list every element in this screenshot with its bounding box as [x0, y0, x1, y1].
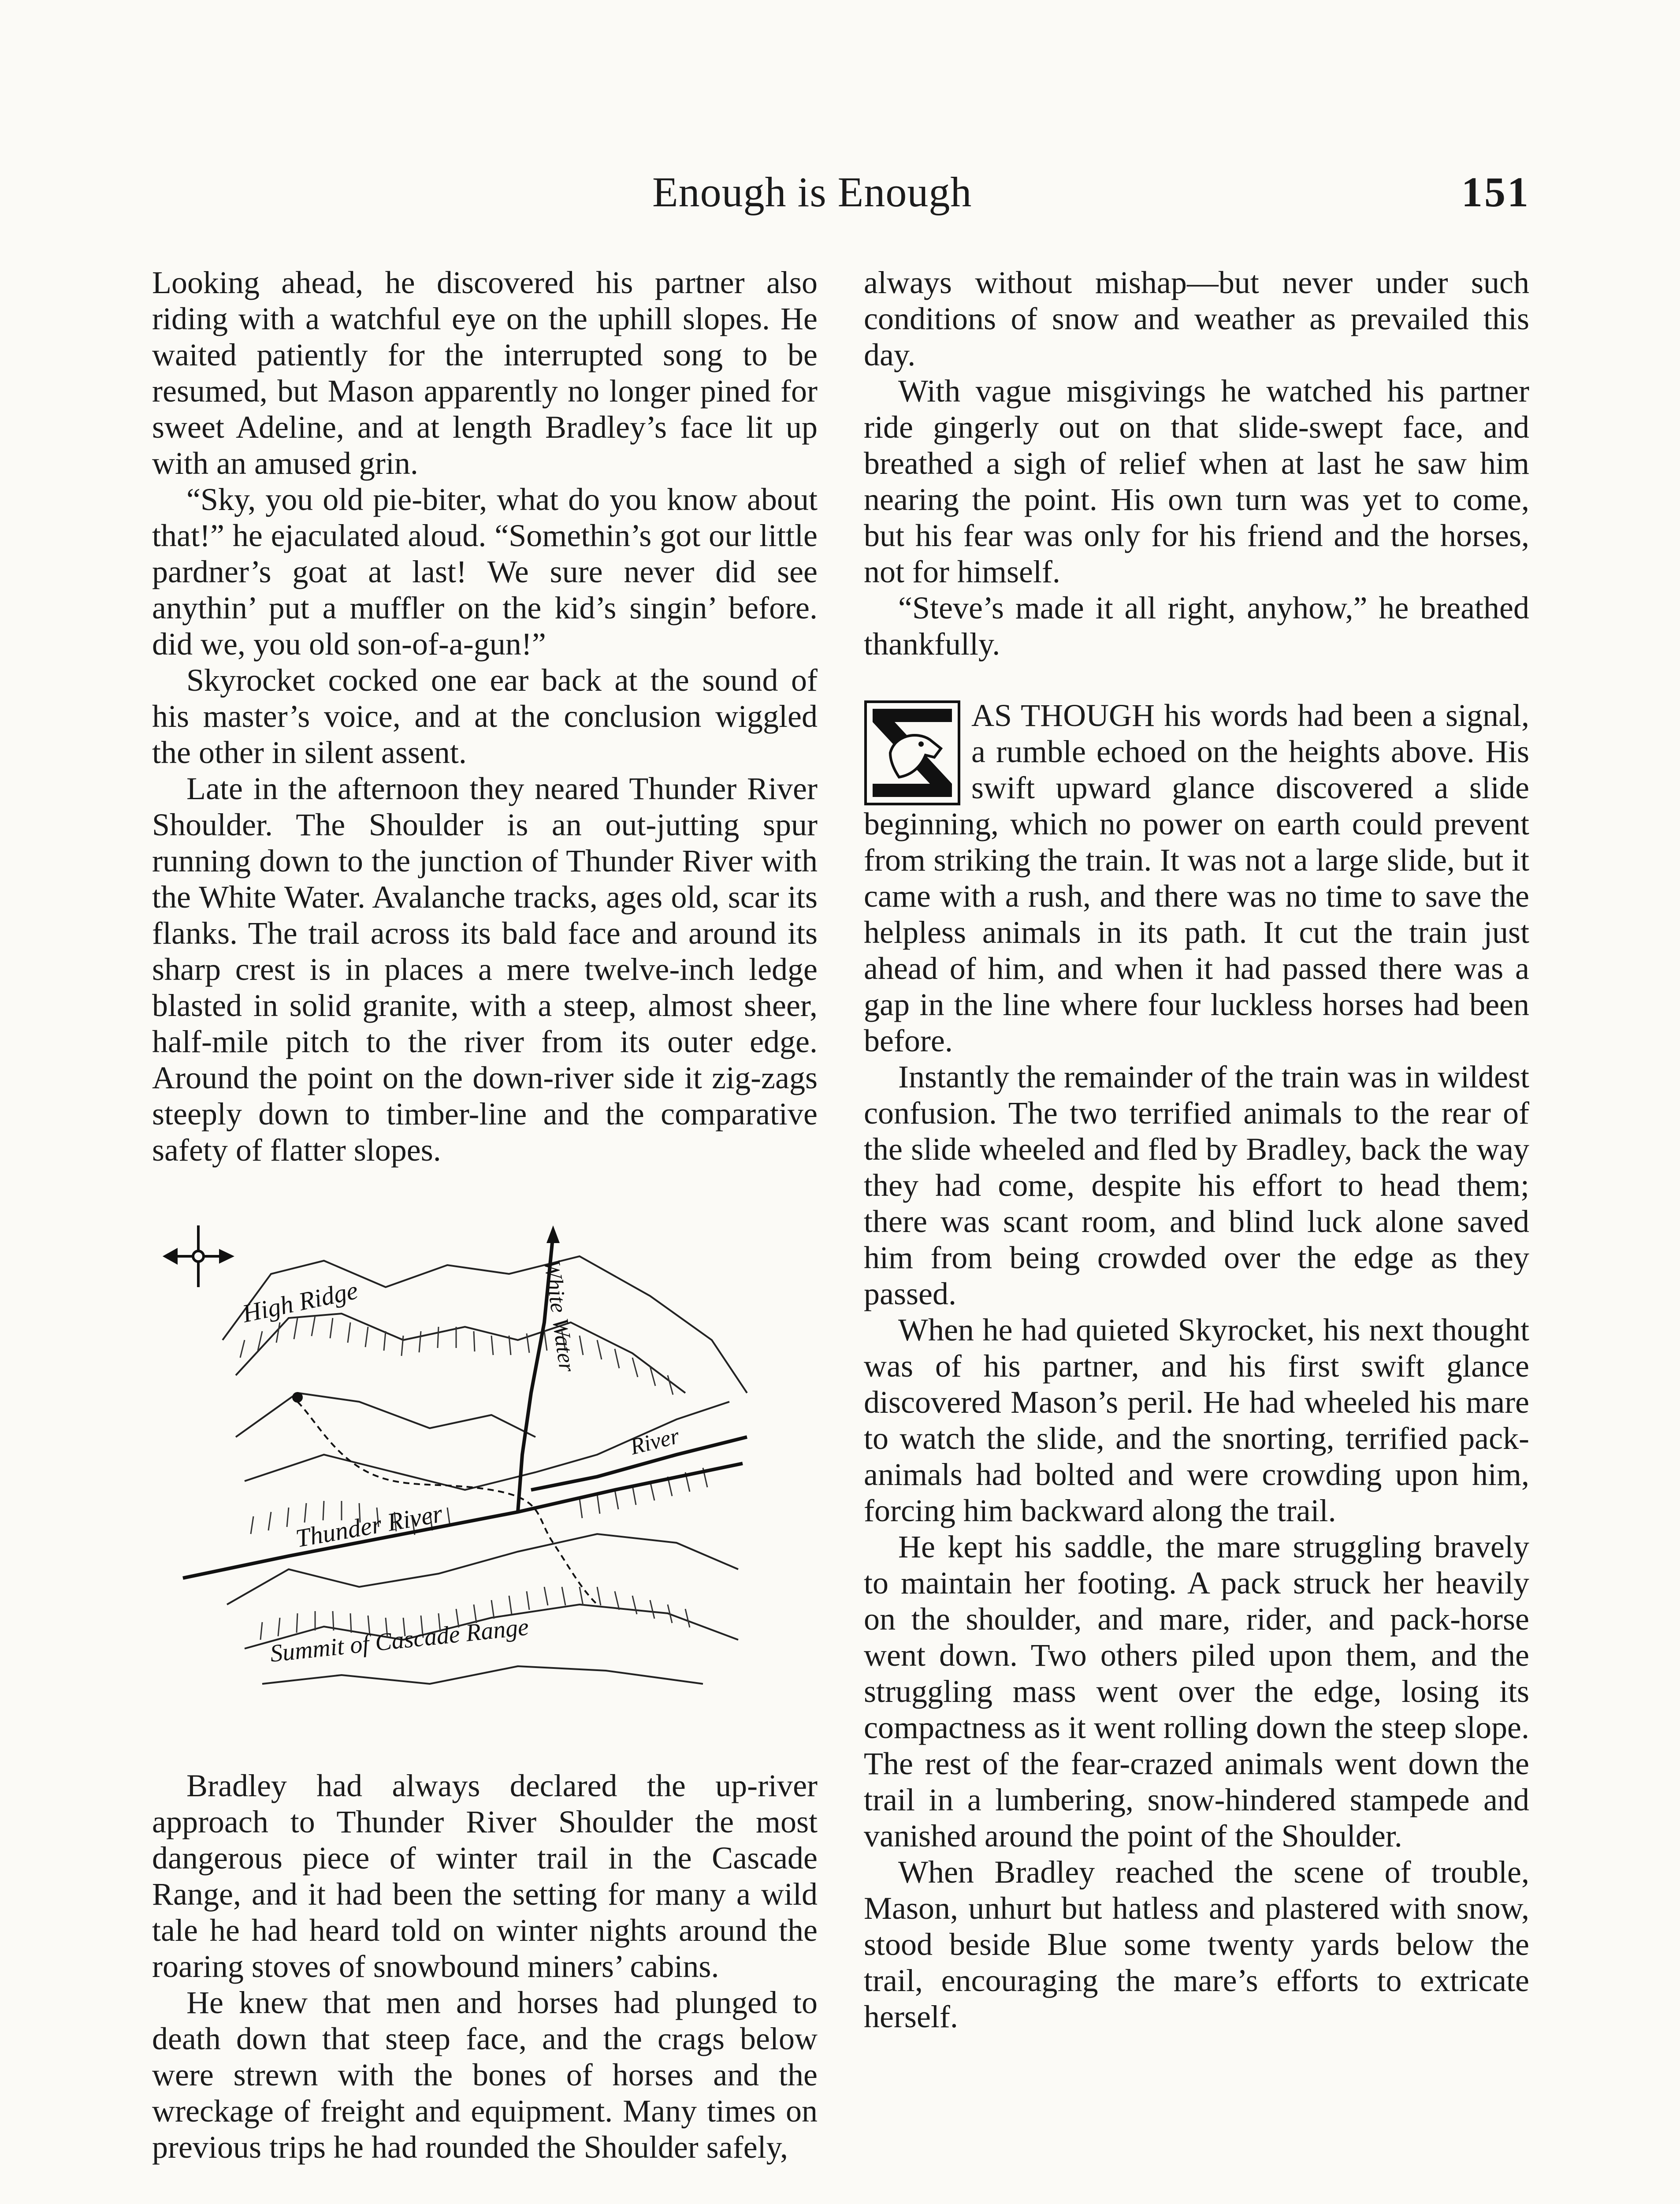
- paragraph: He kept his saddle, the mare struggling bravely to maintain her footing. A pack struck her heavily on the shoulder, and mare, rider, and pack-horse went down. Two others piled upon them, and the struggling mass went over the edge, losing its compactness as it went rolling down the steep slope. The rest of the fear-crazed animals went down the trail in a lumbering, snow-hindered stampede and vanished around the point of the Shoulder.: [864, 1529, 1529, 1854]
- paragraph: “Sky, you old pie-biter, what do you know about that!” he ejaculated aloud. “Somethin’s got our little pardner’s goat at last! We sure never did see anythin’ put a muffler on the kid’s singin’ before. did we, you old son-of-a-gun!”: [152, 482, 818, 662]
- compass-icon: [165, 1225, 231, 1287]
- dropcap-paragraph-text: AS THOUGH his words had been a signal, a rumble echoed on the heights above. His swift upward glance discovered a slide beginning, which no power on earth could prevent from striking the train. It was not a large slide, but it came with a rush, and there was no time to save the helpless animals in its path. It cut the train just ahead of him, and when it had passed there was a gap in the line where four luckless horses had been before.: [864, 698, 1529, 1058]
- horse-head-dropcap-icon: [864, 700, 961, 806]
- paragraph: When Bradley reached the scene of trouble, Mason, unhurt but hatless and plastered with snow, stood beside Blue some twenty yards below the trail, encouraging the mare’s efforts to extricate herself.: [864, 1854, 1529, 2034]
- paragraph: Late in the afternoon they neared Thunder River Shoulder. The Shoulder is an out-jutting spur running down to the junction of Thunder River with the White Water. Avalanche tracks, ages old, scar its flanks. The trail across its bald face and around its sharp crest is in places a mere twelve-inch ledge blasted in solid granite, with a steep, almost sheer, half-mile pitch to the river from its outer edge. Around the point on the down-river side it zig-zags steeply down to timber-line and the comparative safety of flatter slopes.: [152, 771, 818, 1168]
- paragraph: He knew that men and horses had plunged to death down that steep face, and the crags below were strewn with the bones of horses and the wreckage of freight and equipment. Many times on previous trips he had rounded the Shoulder safely,: [152, 1985, 818, 2165]
- page-header: [0, 168, 1680, 220]
- paragraph: Looking ahead, he discovered his partner also riding with a watchful eye on the uphill slopes. He waited patiently for the interrupted song to be resumed, but Mason apparently no longer pined for sweet Adeline, and at length Bradley’s face lit up with an amused grin.: [152, 265, 818, 481]
- paragraph: When he had quieted Skyrocket, his next thought was of his partner, and his first swift glance discovered Mason’s peril. He had wheeled his mare to watch the slide, and the snorting, terrified pack-animals had bolted and were crowding upon him, forcing him backward along the trail.: [864, 1312, 1529, 1528]
- left-column: [152, 264, 818, 2165]
- river-lines: [183, 1234, 747, 1578]
- dropcap-paragraph: [864, 697, 1529, 1059]
- paragraph: “Steve’s made it all right, anyhow,” he breathed thankfully.: [864, 590, 1529, 662]
- paragraph: always without mishap—but never under such conditions of snow and weather as prevailed this day.: [864, 265, 1529, 372]
- map-label-summit: Summit of Cascade Range: [268, 1613, 530, 1668]
- map-label-river: River: [628, 1423, 682, 1460]
- map-label-thunder-river: Thunder River: [293, 1499, 445, 1553]
- paragraph: With vague misgivings he watched his partner ride gingerly out on that slide-swept face, and breathed a sigh of relief when at last he saw him nearing the point. His own turn was yet to come, but his fear was only for his friend and the horses, not for himself.: [864, 373, 1529, 589]
- map-label-white-water: White Water: [539, 1258, 580, 1374]
- map-label-high-ridge: High Ridge: [240, 1275, 361, 1328]
- paragraph: Bradley had always declared the up-river approach to Thunder River Shoulder the most dangerous piece of winter trail in the Cascade Range, and it had been the setting for many a wild tale he had heard told on winter nights around the roaring stoves of snowbound miners’ cabins.: [152, 1768, 818, 1984]
- right-column: [864, 264, 1529, 2035]
- paragraph: Skyrocket cocked one ear back at the sound of his master’s voice, and at the conclusion wiggled the other in silent assent.: [152, 663, 818, 770]
- page-number: 151: [1461, 168, 1530, 216]
- running-title: Enough is Enough: [652, 168, 972, 216]
- section-break: [864, 662, 1529, 697]
- trail-map-illustration: [156, 1208, 773, 1728]
- paragraph: Instantly the remainder of the train was in wildest confusion. The two terrified animals to the rear of the slide wheeled and fled by Bradley, back the way they had come, despite his effort to head them; there was scant room, and blind luck alone saved him from being crowded over the edge as they passed.: [864, 1059, 1529, 1311]
